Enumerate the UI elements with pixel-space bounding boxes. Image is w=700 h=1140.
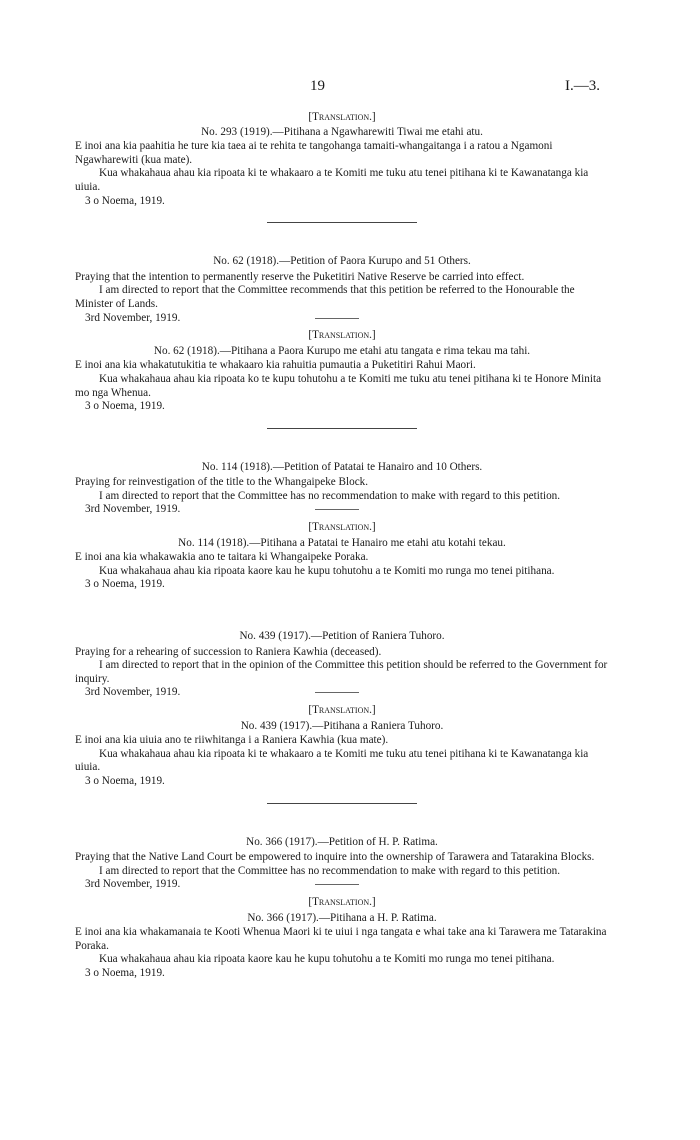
- translation-report: Kua whakahaua ahau kia ripoata ko te kupu tohutohu a te Komiti me tuku atu tenei pitihana ki te Honore Minita mo nga Whenua.: [75, 372, 602, 399]
- petition-report: I am directed to report that in the opinion of the Committee this petition should be referred to the Government for inquiry.: [75, 659, 608, 685]
- translation-report: Kua whakahaua ahau kia ripoata kaore kau he kupu tohutohu a te Komiti mo runga mo tenei pitihana.: [99, 953, 555, 966]
- translation-body: E inoi ana kia paahitia he ture kia taea ai te rehita te tangohanga tamaiti-whangaitanga i a ratou a Ngamoni Ngawharewiti (kua mate).: [75, 140, 553, 166]
- page-header: [0, 80, 700, 98]
- document-reference: I.—3.: [565, 78, 600, 94]
- page-number: 19: [310, 78, 325, 94]
- petition-114-section: [75, 461, 609, 592]
- petition-62-section: [75, 255, 609, 429]
- translation-body: E inoi ana kia whakamanaia te Kooti Whenua Maori ki te uiui i nga tangata e whai take ana ki Tarawera me Tatarakina Poraka.: [75, 926, 607, 952]
- page-content: [75, 111, 609, 981]
- petition-title: No. 366 (1917).—Petition of H. P. Ratima.: [246, 835, 438, 848]
- petition-title: No. 62 (1918).—Petition of Paora Kurupo and 51 Others.: [213, 255, 471, 268]
- translation-date: 3 o Noema, 1919.: [85, 578, 165, 591]
- translation-header: [Translation.]: [308, 704, 376, 716]
- petition-title: No. 439 (1917).—Petition of Raniera Tuhoro.: [239, 630, 445, 643]
- short-divider: [315, 318, 359, 319]
- translation-date: 3 o Noema, 1919.: [85, 774, 165, 787]
- petition-prayer: Praying that the intention to permanently reserve the Puketitiri Native Reserve be carried into effect.: [75, 270, 525, 283]
- short-divider: [315, 884, 359, 885]
- translation-report: Kua whakahaua ahau kia ripoata ki te whakaaro a te Komiti me tuku atu tenei pitihana ki te Kawanatanga kia uiuia.: [75, 167, 589, 193]
- petition-366-section: [75, 836, 609, 981]
- translation-title: No. 439 (1917).—Pitihana a Raniera Tuhoro.: [240, 719, 444, 732]
- short-divider: [315, 692, 359, 693]
- translation-title: No. 62 (1918).—Pitihana a Paora Kurupo me etahi atu tangata e rima tekau ma tahi.: [153, 344, 531, 357]
- translation-header: [Translation.]: [308, 521, 376, 534]
- translation-date: 3 o Noema, 1919.: [85, 400, 165, 413]
- translation-header: [Translation.]: [308, 329, 376, 342]
- translation-header: [Translation.]: [308, 111, 376, 123]
- petition-prayer: Praying for a rehearing of succession to Raniera Kawhia (deceased).: [75, 645, 382, 658]
- petition-date: 3rd November, 1919.: [85, 311, 181, 324]
- translation-report: Kua whakahaua ahau kia ripoata kaore kau he kupu tohutohu a te Komiti mo runga mo tenei pitihana.: [99, 564, 555, 577]
- translation-body: E inoi ana kia uiuia ano te riiwhitanga i a Raniera Kawhia (kua mate).: [75, 734, 389, 747]
- translation-body: E inoi ana kia whakawakia ano te taitara ki Whangaipeke Poraka.: [75, 551, 369, 564]
- petition-title: No. 114 (1918).—Petition of Patatai te Hanairo and 10 Others.: [201, 460, 483, 473]
- petition-date: 3rd November, 1919.: [85, 686, 181, 699]
- translation-header: [Translation.]: [308, 895, 376, 908]
- short-divider: [315, 509, 359, 510]
- petition-293-section: [75, 111, 609, 223]
- petition-date: 3rd November, 1919.: [85, 878, 181, 891]
- petition-date: 3rd November, 1919.: [85, 503, 181, 516]
- translation-title: No. 114 (1918).—Pitihana a Patatai te Hanairo me etahi atu kotahi tekau.: [178, 536, 506, 549]
- petition-report: I am directed to report that the Committee has no recommendation to make with regard to this petition.: [99, 489, 561, 502]
- translation-body: E inoi ana kia whakatutukitia te whakaaro kia rahuitia pumautia a Puketitiri Rahui Maori.: [75, 359, 476, 372]
- translation-title: No. 366 (1917).—Pitihana a H. P. Ratima.: [247, 911, 437, 924]
- translation-date: 3 o Noema, 1919.: [85, 194, 165, 207]
- petition-439-section: [75, 630, 609, 804]
- petition-report: I am directed to report that the Committee recommends that this petition be referred to the Honourable the Minister of Lands.: [75, 284, 575, 310]
- translation-title: No. 293 (1919).—Pitihana a Ngawharewiti Tiwai me etahi atu.: [201, 125, 483, 138]
- translation-date: 3 o Noema, 1919.: [85, 966, 165, 979]
- petition-prayer: Praying for reinvestigation of the title to the Whangaipeke Block.: [75, 476, 369, 489]
- petition-prayer: Praying that the Native Land Court be empowered to inquire into the ownership of Tarawera and Tatarakina Blocks.: [75, 851, 595, 864]
- translation-report: Kua whakahaua ahau kia ripoata ki te whakaaro a te Komiti me tuku atu tenei pitihana ki te Kawanatanga kia uiuia.: [75, 747, 589, 774]
- petition-report: I am directed to report that the Committee has no recommendation to make with regard to this petition.: [99, 864, 561, 877]
